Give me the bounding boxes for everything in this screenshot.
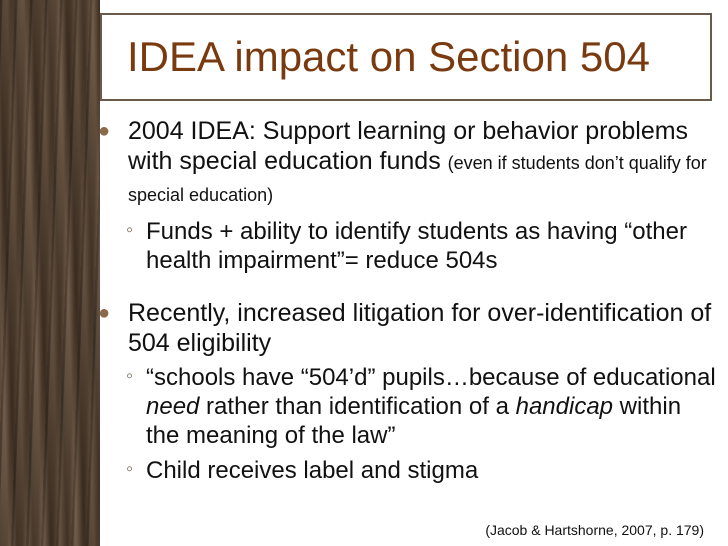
subbullet-quote [98,363,718,450]
quote-part-1: “schools have “504’d” pupils…because of educational [146,364,716,391]
sub-bullet-marker-icon: ◦ [126,219,134,241]
quote-part-3: within the meaning of the law” [146,393,682,449]
wood-texture-panel [0,0,100,546]
quote-emphasis-need: need [146,393,200,420]
subbullet-funds [98,217,718,275]
quote-emphasis-handicap: handicap [515,393,614,420]
subbullet-text: Funds + ability to identify students as having “other health impairment”= reduce 504s [146,218,687,274]
citation: (Jacob & Hartshorne, 2007, p. 179) [485,522,704,538]
bullet-marker-icon: ● [98,120,111,142]
subbullet-label-stigma [98,456,718,485]
sub-bullet-marker-icon: ◦ [126,458,134,480]
quote-part-2: rather than identification of a [199,393,516,420]
slide-content [98,116,718,485]
bullet-text: Recently, increased litigation for over-identification of 504 eligibility [128,299,712,357]
bullet-note: (even if students don’t qualify for special education) [128,153,707,205]
slide-title: IDEA impact on Section 504 [127,33,650,80]
title-box [100,13,712,101]
subbullet-text: Child receives label and stigma [146,457,479,484]
bullet-text: 2004 IDEA: Support learning or behavior problems with special education funds [128,117,689,175]
bullet-marker-icon: ● [98,302,111,324]
sub-bullet-marker-icon: ◦ [126,365,134,387]
bullet-litigation [98,298,718,358]
bullet-idea-2004 [98,116,718,210]
